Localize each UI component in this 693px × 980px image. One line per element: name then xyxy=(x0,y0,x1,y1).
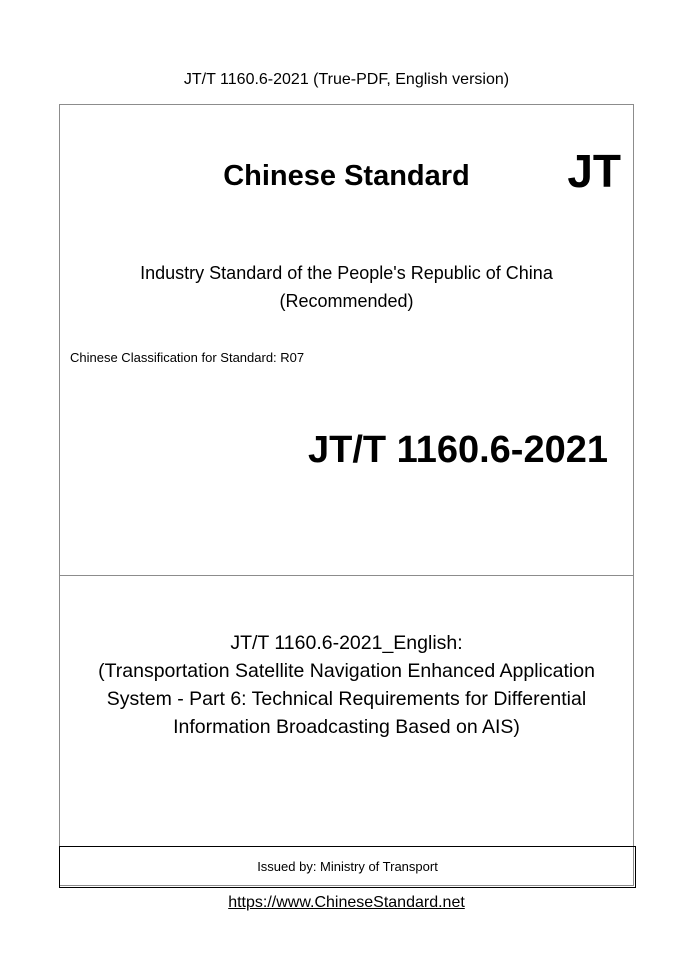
industry-title-line-2: (Recommended) xyxy=(279,291,414,311)
english-title-block xyxy=(60,629,633,741)
cover-upper-section xyxy=(60,105,633,576)
english-title-line-3: System - Part 6: Technical Requirements for Differential xyxy=(106,688,587,710)
standard-code-mark: JT xyxy=(567,145,621,197)
english-title-line-4: Information Broadcasting Based on AIS) xyxy=(173,716,520,738)
standard-number: JT/T 1160.6-2021 xyxy=(308,429,608,471)
footer-link-container xyxy=(0,893,693,913)
cover-frame xyxy=(59,104,634,886)
classification-label: Chinese Classification for Standard: R07 xyxy=(70,350,305,365)
standard-heading: Chinese Standard xyxy=(223,160,470,192)
website-link[interactable]: https://www.ChineseStandard.net xyxy=(228,894,465,911)
industry-standard-title xyxy=(60,259,633,315)
document-header-label: JT/T 1160.6-2021 (True-PDF, English version) xyxy=(183,71,510,88)
industry-title-line-1: Industry Standard of the People's Republic of China xyxy=(140,263,553,283)
english-title-line-2: (Transportation Satellite Navigation Enhanced Application xyxy=(98,660,595,682)
issued-by-box: Issued by: Ministry of Transport xyxy=(59,846,636,888)
english-title-line-1: JT/T 1160.6-2021_English: xyxy=(230,632,463,654)
